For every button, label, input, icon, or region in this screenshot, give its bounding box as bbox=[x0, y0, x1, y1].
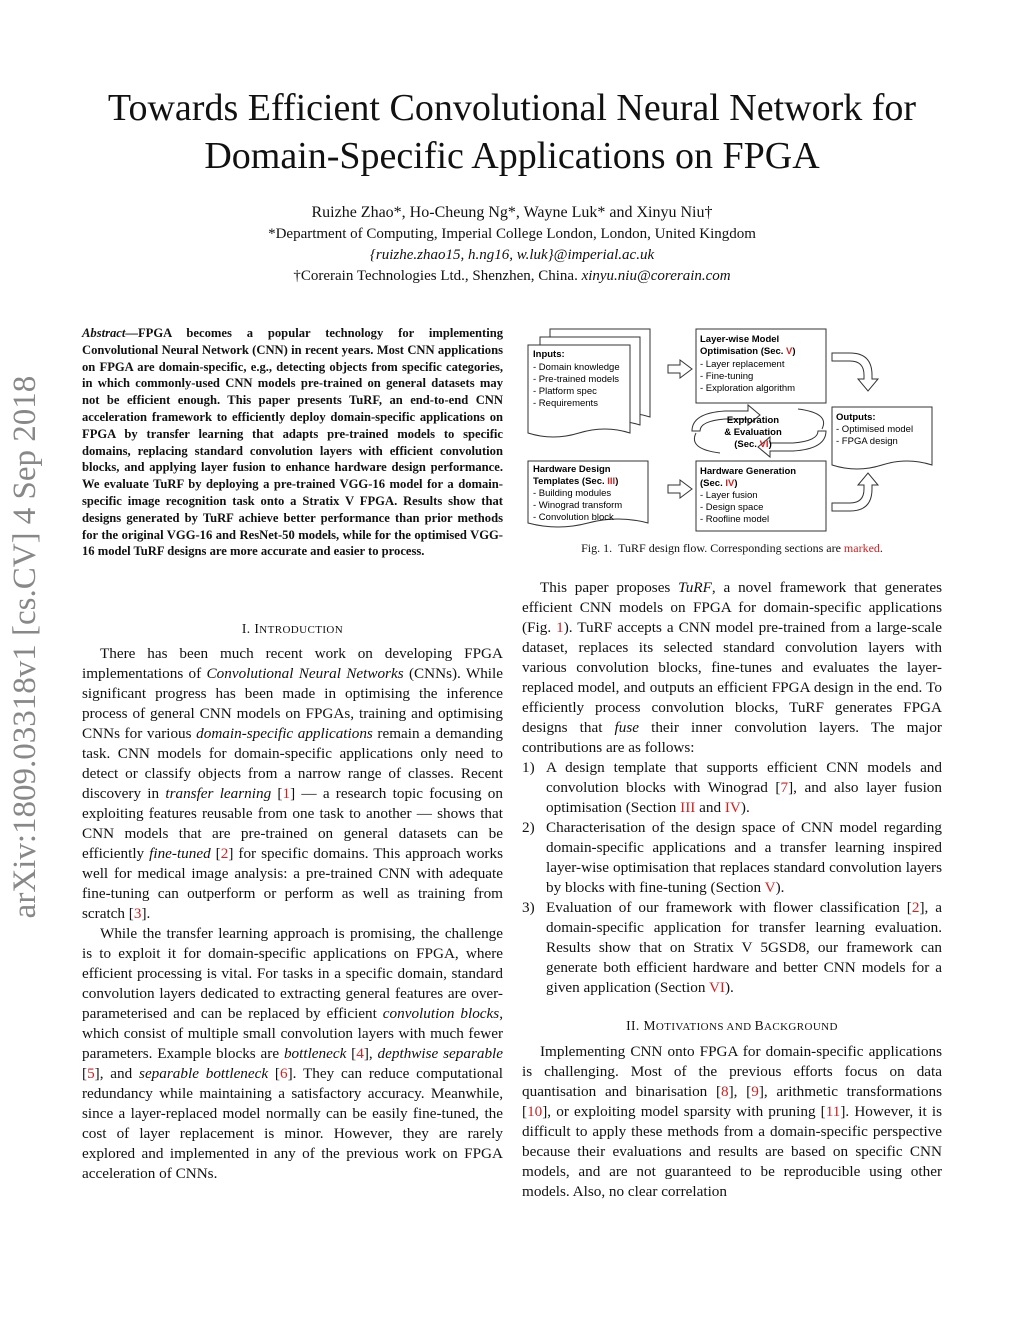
inputs-item: - Domain knowledge bbox=[533, 362, 620, 373]
figure-ref-link[interactable]: 1 bbox=[556, 619, 564, 636]
inputs-item: - Platform spec bbox=[533, 386, 597, 397]
citation-link[interactable]: 10 bbox=[527, 1103, 543, 1120]
citation-link[interactable]: 1 bbox=[282, 785, 291, 802]
emph-run: TuRF bbox=[678, 579, 712, 596]
text-run: [ bbox=[82, 1065, 88, 1082]
emph-run: separable bottleneck bbox=[139, 1065, 269, 1082]
section-title-first: I bbox=[254, 621, 260, 636]
layerwise-title-2: Optimisation (Sec. V) bbox=[700, 346, 796, 357]
right-paragraph-1 bbox=[522, 578, 942, 758]
text-run: [ bbox=[271, 785, 283, 802]
hardware-generation-box bbox=[696, 461, 826, 531]
hardware-templates-document bbox=[528, 461, 648, 527]
flow-arrow-icon bbox=[668, 360, 692, 378]
citation-link[interactable]: 6 bbox=[280, 1065, 288, 1082]
text-run: ], bbox=[363, 1045, 378, 1062]
text-run: ). bbox=[724, 979, 734, 996]
hwtemplates-item: - Convolution block bbox=[533, 512, 614, 523]
affiliation-imperial: *Department of Computing, Imperial College London, London, United Kingdom bbox=[268, 226, 756, 242]
hwgen-title-1: Hardware Generation bbox=[700, 466, 797, 477]
outputs-document bbox=[832, 407, 932, 469]
text-run: , which consist of multiple small convolution layers with much fewer parameters. Example blocks are bbox=[82, 1005, 503, 1062]
layerwise-item: - Fine-tuning bbox=[700, 371, 754, 382]
outputs-title: Outputs: bbox=[836, 412, 876, 423]
text-run: [ bbox=[210, 845, 221, 862]
hwgen-item: - Roofline model bbox=[700, 514, 770, 525]
hwtemplates-title-1: Hardware Design bbox=[533, 464, 611, 475]
emph-run: depthwise separable bbox=[377, 1045, 504, 1062]
section-ref-link[interactable]: IV bbox=[725, 478, 735, 489]
text-run: ]. However, it is difficult to apply these methods from a domain-specific perspective because their evaluations and results are based on specific CNN models, and are not guaranteed to be reproducible using other models. Also, no clear correlation bbox=[522, 1103, 943, 1200]
text-run: Characterisation of the design space of CNN model regarding domain-specific applications and a transfer learning inspired layer-wise optimisation that replaces standard convolution layers by blocks with fine-tuning (Section bbox=[546, 819, 942, 896]
intro-paragraph-2 bbox=[82, 924, 503, 1184]
citation-link[interactable]: 7 bbox=[780, 779, 789, 796]
inputs-title: Inputs: bbox=[533, 349, 565, 360]
citation-link[interactable]: 9 bbox=[751, 1083, 759, 1100]
section-title-part: OTIVATIONS AND bbox=[655, 1021, 755, 1033]
inputs-item: - Pre-trained models bbox=[533, 374, 620, 385]
inputs-item: - Requirements bbox=[533, 398, 598, 409]
contribution-item-3 bbox=[522, 898, 942, 998]
motivation-body bbox=[522, 1042, 942, 1202]
citation-link[interactable]: 8 bbox=[721, 1083, 729, 1100]
citation-link[interactable]: 11 bbox=[825, 1103, 841, 1120]
section-number: I. bbox=[241, 621, 251, 636]
exploration-line-3: (Sec. VI) bbox=[734, 439, 772, 450]
emph-run: Convolutional Neural Networks bbox=[206, 665, 404, 682]
section-ref-link[interactable]: IV bbox=[724, 799, 741, 816]
motivation-paragraph-1 bbox=[522, 1042, 942, 1202]
text-run: ] — a research topic focusing on exploiting features reusable from one task to another — shows that CNN models that are pre-trained on general datasets can be efficiently bbox=[82, 785, 503, 862]
citation-link[interactable]: 5 bbox=[87, 1065, 95, 1082]
hwgen-item: - Layer fusion bbox=[700, 490, 758, 501]
text-run: Implementing CNN onto FPGA for domain-specific applications is challenging. Most of the previous efforts focus on data quantisation and binarisation [ bbox=[522, 1043, 942, 1100]
section-ref-link[interactable]: V bbox=[764, 879, 776, 896]
abstract bbox=[82, 325, 503, 560]
exploration-line-2: & Evaluation bbox=[724, 427, 782, 438]
text-run: ], arithmetic transformations [ bbox=[522, 1083, 942, 1120]
caption-marked: marked bbox=[843, 541, 880, 555]
section-title-rest: NTRODUCTION bbox=[259, 624, 344, 636]
contribution-item-1 bbox=[522, 758, 942, 818]
citation-link[interactable]: 2 bbox=[220, 845, 229, 862]
right-column-body bbox=[522, 578, 942, 998]
text-run: ], a domain-specific application for transfer learning evaluation. Results show that on Stratix V 5GSD8, our framework can generate both efficient hardware and better CNN models for a given application (Section bbox=[546, 899, 942, 996]
emph-run: domain-specific applications bbox=[196, 725, 373, 742]
layerwise-title-text: Optimisation (Sec. bbox=[700, 346, 787, 357]
paper-title bbox=[0, 84, 1024, 180]
hwtemplates-item: - Winograd transform bbox=[533, 500, 623, 511]
hwgen-title-2: (Sec. IV) bbox=[700, 478, 738, 489]
emph-run: fuse bbox=[614, 719, 639, 736]
text-run: Evaluation of our framework with flower classification [ bbox=[546, 899, 912, 916]
text-run: ], and also layer fusion optimisation (Section bbox=[546, 779, 942, 816]
title-line-2: Domain-Specific Applications on FPGA bbox=[204, 135, 820, 177]
figure-caption: Fig. 1. TuRF design flow. Corresponding sections are marked. bbox=[581, 541, 883, 555]
section-title-part: ACKGROUND bbox=[763, 1021, 838, 1033]
abstract-text: —FPGA becomes a popular technology for implementing Convolutional Neural Network (CNN) in recent years. Most CNN applications on FPGA are domain-specific, e.g., detecting objects from specific categories, in which commonly-used CNN models pre-trained on general datasets may not be efficient enough. This paper presents TuRF, an end-to-end CNN acceleration framework to efficiently deploy domain-specific applications on FPGA by transfer learning that adapts pre-trained models to specific domains, replacing standard convolution layers with efficient convolution blocks, and applying layer fusion to enhance hardware design performance. We evaluate TuRF by deploying a pre-trained VGG-16 model for a domain-specific image recognition task onto a Stratix V FPGA. Results show that designs generated by TuRF achieve better performance than prior methods for the original VGG-16 and ResNet-50 models, while for the optimised VGG-16 model TuRF designs are more accurate and easier to process. bbox=[82, 326, 503, 559]
section-number: II. bbox=[626, 1018, 640, 1033]
hwtemplates-item: - Building modules bbox=[533, 488, 612, 499]
title-line-1: Towards Efficient Convolutional Neural Network for bbox=[107, 87, 917, 129]
hwgen-item: - Design space bbox=[700, 502, 764, 513]
curved-arrow-icon bbox=[832, 473, 878, 511]
text-run: This paper proposes bbox=[540, 579, 679, 596]
section-ref-link[interactable]: VI bbox=[759, 439, 769, 450]
abstract-label: Abstract bbox=[82, 326, 126, 340]
layerwise-title-1: Layer-wise Model bbox=[700, 334, 780, 345]
text-run: While the transfer learning approach is promising, the challenge is to exploit it for domain-specific applications on FPGA, where efficient processing is vital. For tasks in a specific domain, standard convolution layers dedicated to extracting general features are over-parameterised and can be replaced by efficient bbox=[82, 925, 503, 1022]
text-run: remain a demanding task. CNN models for domain-specific applications only need to detect or classify objects from a narrow range of classes. Recent discovery in bbox=[82, 725, 503, 802]
text-run: (CNNs). While significant progress has been made in optimising the inference process of general CNN models on FPGAs, training and optimising CNNs for various bbox=[82, 665, 503, 742]
author-list: Ruizhe Zhao*, Ho-Cheung Ng*, Wayne Luk* and Xinyu Niu† bbox=[311, 204, 713, 221]
text-run: [ bbox=[268, 1065, 280, 1082]
outputs-item: - Optimised model bbox=[836, 424, 914, 435]
citation-link[interactable]: 4 bbox=[356, 1045, 364, 1062]
text-run: A design template that supports efficient CNN models and convolution blocks with Winograd [ bbox=[546, 759, 942, 796]
layerwise-item: - Layer replacement bbox=[700, 359, 785, 370]
list-number: 1) bbox=[522, 759, 535, 776]
arxiv-stamp: arXiv:1809.03318v1 [cs.CV] 4 Sep 2018 bbox=[7, 375, 43, 919]
outputs-item: - FPGA design bbox=[836, 436, 898, 447]
text-run: , a novel framework that generates efficient CNN models on FPGA for domain-specific applications (Fig. bbox=[522, 579, 942, 636]
section-heading-motivations bbox=[522, 1018, 942, 1034]
emph-run: fine-tuned bbox=[149, 845, 211, 862]
text-run: ]. bbox=[141, 905, 151, 922]
text-run: ). TuRF accepts a CNN model pre-trained from a large-scale dataset, replaces its selected standard convolution layers with various convolution blocks, fine-tunes and evaluates the layer-replaced model, and outputs an efficient FPGA design in the end. To efficiently process convolution blocks, TuRF generates FPGA designs that bbox=[522, 619, 942, 736]
curved-arrow-icon bbox=[832, 353, 878, 391]
exploration-ref-text: (Sec. bbox=[734, 439, 760, 450]
text-run: ], and bbox=[94, 1065, 140, 1082]
citation-link[interactable]: 2 bbox=[911, 899, 920, 916]
emph-run: bottleneck bbox=[283, 1045, 347, 1062]
text-run: ], [ bbox=[728, 1083, 752, 1100]
emph-run: convolution blocks bbox=[382, 1005, 500, 1022]
text-run: ). bbox=[740, 799, 750, 816]
section-ref-link[interactable]: III bbox=[680, 799, 696, 816]
citation-link[interactable]: 3 bbox=[133, 905, 142, 922]
corerain-email: xinyu.niu@corerain.com bbox=[581, 268, 731, 284]
flow-arrow-icon bbox=[668, 480, 692, 498]
affiliation-corerain bbox=[0, 266, 1024, 286]
list-number: 2) bbox=[522, 819, 535, 836]
section-title-part: M bbox=[643, 1018, 656, 1033]
section-heading-introduction bbox=[82, 621, 503, 637]
hwgen-title-text: (Sec. bbox=[700, 478, 726, 489]
caption-text: TuRF design flow. Corresponding sections are bbox=[618, 541, 844, 555]
text-run: and bbox=[695, 799, 725, 816]
left-column-body bbox=[82, 644, 503, 1184]
exploration-evaluation-cycle bbox=[692, 405, 826, 457]
inputs-document-stack bbox=[528, 329, 650, 437]
hwtemplates-title-text: Templates (Sec. bbox=[533, 476, 608, 487]
exploration-line-1: Exploration bbox=[726, 415, 780, 426]
text-run: ], or exploiting model sparsity with pruning [ bbox=[542, 1103, 826, 1120]
layerwise-item: - Exploration algorithm bbox=[700, 383, 796, 394]
section-ref-link[interactable]: V bbox=[786, 346, 793, 357]
text-run: [ bbox=[346, 1045, 357, 1062]
turf-design-flow-figure bbox=[520, 325, 940, 535]
section-ref-link[interactable]: III bbox=[607, 476, 616, 487]
section-ref-link[interactable]: VI bbox=[708, 979, 725, 996]
list-number: 3) bbox=[522, 899, 535, 916]
hwtemplates-title-2: Templates (Sec. III) bbox=[533, 476, 619, 487]
text-run: There has been much recent work on developing FPGA implementations of bbox=[82, 645, 503, 682]
section-title-part: B bbox=[754, 1018, 764, 1033]
affiliation-corerain-text: †Corerain Technologies Ltd., Shenzhen, China. bbox=[293, 268, 578, 284]
text-run: ]. They can reduce computational redundancy while maintaining a satisfactory accuracy. Meanwhile, since a layer-replaced model normally can be easily fine-tuned, the cost of layer replacement is minor. However, they are rarely explored and implemented in any of the previous work on FPGA acceleration of CNNs. bbox=[82, 1065, 503, 1182]
author-emails: {ruizhe.zhao15, h.ng16, w.luk}@imperial.ac.uk bbox=[369, 247, 655, 263]
text-run: ). bbox=[775, 879, 785, 896]
text-run: their inner convolution layers. The major contributions are as follows: bbox=[522, 719, 942, 756]
text-run: ] for specific domains. This approach works well for medical image analysis: a pre-trained CNN with adequate fine-tuning can outperform or perform as well as training from scratch [ bbox=[82, 845, 503, 922]
caption-label: Fig. 1. bbox=[581, 541, 613, 555]
contribution-item-2 bbox=[522, 818, 942, 898]
intro-paragraph-1 bbox=[82, 644, 503, 924]
layerwise-optimisation-box bbox=[696, 329, 826, 403]
emph-run: transfer learning bbox=[165, 785, 272, 802]
